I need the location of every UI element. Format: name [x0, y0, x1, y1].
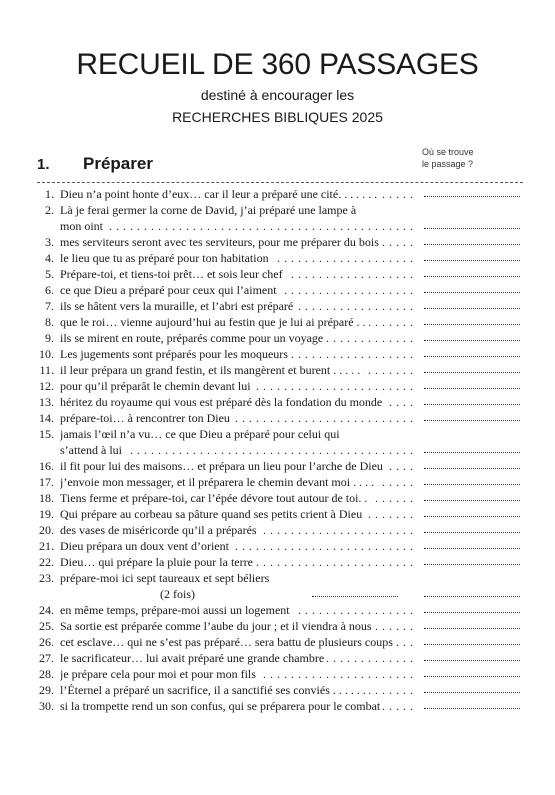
passage-text	[60, 330, 412, 346]
answer-line[interactable]	[424, 676, 520, 677]
passage-text	[60, 554, 412, 570]
passage-item	[0, 474, 555, 490]
passage-item	[0, 490, 555, 506]
passage-number: 11.	[39, 363, 54, 377]
answer-line[interactable]	[424, 292, 520, 293]
passage-text-line: il fit pour lui des maisons… et prépara un lieu pour l’arche de Dieu	[60, 459, 386, 473]
answer-line[interactable]	[424, 452, 520, 453]
passage-text-line: ils se mirent en route, préparés comme pour un voyage	[60, 331, 326, 345]
passage-text-line: Là je ferai germer la corne de David, j’ai préparé une lampe à	[60, 203, 359, 217]
passage-text-line: je prépare cela pour moi et pour mon fils	[60, 667, 259, 681]
passage-number: 12.	[39, 379, 54, 393]
answer-line[interactable]	[424, 548, 520, 549]
passage-text	[60, 378, 412, 394]
answer-line[interactable]	[424, 388, 520, 389]
answer-line[interactable]	[424, 644, 520, 645]
passage-text-line: jamais l’œil n’a vu… ce que Dieu a préparé pour celui qui	[60, 427, 343, 441]
answer-line[interactable]	[424, 516, 520, 517]
passage-text	[60, 570, 412, 586]
passage-text	[60, 426, 412, 442]
passage-text	[60, 666, 412, 682]
passage-item	[0, 602, 555, 618]
answer-line[interactable]	[424, 276, 520, 277]
passage-item	[0, 522, 555, 538]
passage-number: 19.	[39, 507, 54, 521]
answer-line[interactable]	[424, 500, 520, 501]
passage-number: 15.	[39, 427, 54, 441]
passage-item	[0, 618, 555, 634]
passage-text-line: prépare-toi… à rencontrer ton Dieu	[60, 411, 233, 425]
passage-text	[60, 698, 412, 714]
passage-text-line: Dieu n’a point honte d’eux… car il leur a préparé une cité. . . . . . .	[60, 187, 380, 201]
passage-item	[0, 426, 555, 458]
passage-number: 16.	[39, 459, 54, 473]
passage-item	[0, 570, 555, 602]
passage-item	[0, 554, 555, 570]
passage-number: 7.	[45, 299, 54, 313]
answer-line[interactable]	[424, 244, 520, 245]
passage-number: 28.	[39, 667, 54, 681]
passage-number: 9.	[45, 331, 54, 345]
answer-line[interactable]	[424, 340, 520, 341]
section-title: Préparer	[83, 154, 153, 173]
passage-number: 10.	[39, 347, 54, 361]
passage-number: 8.	[45, 315, 54, 329]
passage-text	[60, 410, 412, 426]
passage-text	[60, 266, 412, 282]
answer-line[interactable]	[424, 420, 520, 421]
passage-number: 13.	[39, 395, 54, 409]
answer-line[interactable]	[424, 532, 520, 533]
passage-text	[60, 490, 412, 506]
passage-text-line: Prépare-toi, et tiens-toi prêt… et sois leur chef	[60, 267, 286, 281]
passage-text-line: s’attend à lui	[60, 443, 125, 457]
passage-text-line: mon oint	[60, 219, 106, 233]
answer-line[interactable]	[424, 404, 520, 405]
passage-item	[0, 682, 555, 698]
passage-item	[0, 666, 555, 682]
passage-text-line: j’envoie mon messager, et il préparera le chemin devant moi . . . .	[60, 475, 377, 489]
passage-number: 24.	[39, 603, 54, 617]
passage-number: 18.	[39, 491, 54, 505]
passage-item	[0, 650, 555, 666]
passage-number: 20.	[39, 523, 54, 537]
passage-text-line: cet esclave… qui ne s’est pas préparé… sera battu de plusieurs coups	[60, 635, 396, 649]
passage-text-line: Sa sortie est préparée comme l’aube du jour ; et il viendra à nous	[60, 619, 375, 633]
passage-item	[0, 698, 555, 714]
passage-text-line: il leur prépara un grand festin, et ils mangèrent et burent . . . . .	[60, 363, 363, 377]
page-title: RECUEIL DE 360 PASSAGES	[76, 48, 479, 81]
passage-text	[60, 522, 412, 538]
passage-item	[0, 378, 555, 394]
answer-line[interactable]	[424, 596, 520, 597]
passage-item	[0, 330, 555, 346]
passage-text-line: ce que Dieu a préparé pour ceux qui l’aiment	[60, 283, 280, 297]
passage-item	[0, 506, 555, 522]
passage-text	[60, 538, 412, 554]
passage-text-line: Dieu… qui prépare la pluie pour la terre	[60, 555, 256, 569]
passage-text	[60, 346, 412, 362]
passage-text-line: prépare-moi ici sept taureaux et sept béliers	[60, 571, 272, 585]
answer-line[interactable]	[424, 196, 520, 197]
passage-text	[60, 314, 412, 330]
passage-number: 26.	[39, 635, 54, 649]
section-divider	[37, 182, 523, 183]
answer-line[interactable]	[424, 612, 520, 613]
passage-text-line: l’Éternel a préparé un sacrifice, il a sanctifié ses conviés . . . . . .	[60, 683, 369, 697]
passage-item	[0, 298, 555, 314]
answer-line[interactable]	[424, 468, 520, 469]
passage-text	[60, 298, 412, 314]
passage-number: 14.	[39, 411, 54, 425]
passage-number: 23.	[39, 571, 54, 585]
passage-text-line: Les jugements sont préparés pour les moqueurs	[60, 347, 291, 361]
answer-column-heading-line2: le passage ?	[422, 159, 474, 169]
passage-item	[0, 282, 555, 298]
answer-line[interactable]	[424, 484, 520, 485]
passage-text-line: Qui prépare au corbeau sa pâture quand ses petits crient à Dieu	[60, 507, 365, 521]
passage-item	[0, 202, 555, 234]
answer-line[interactable]	[424, 628, 520, 629]
passage-text-line: le sacrificateur… lui avait préparé une grande chambre	[60, 651, 327, 665]
passage-text	[60, 474, 412, 490]
passage-text	[60, 282, 412, 298]
passage-item	[0, 394, 555, 410]
passage-item	[0, 634, 555, 650]
page-subtitle: destiné à encourager les	[200, 87, 355, 103]
passage-text-line: héritez du royaume qui vous est préparé dès la fondation du monde	[60, 395, 385, 409]
page-subtitle-2: RECHERCHES BIBLIQUES 2025	[172, 109, 383, 125]
passage-text-line: le lieu que tu as préparé pour ton habitation	[60, 251, 272, 265]
passage-text	[60, 202, 412, 218]
answer-line[interactable]	[424, 308, 520, 309]
passage-text	[60, 458, 412, 474]
passage-text	[60, 234, 412, 250]
answer-line[interactable]	[424, 708, 520, 709]
passage-text-line: en même temps, prépare-moi aussi un logement	[60, 603, 293, 617]
passage-note: (2 fois)	[160, 587, 195, 601]
passage-text	[60, 618, 412, 634]
answer-line[interactable]	[424, 228, 520, 229]
answer-column-heading-line1: Où se trouve	[422, 147, 474, 157]
section-number: 1.	[37, 156, 50, 173]
passage-number: 5.	[45, 267, 54, 281]
answer-line[interactable]	[424, 356, 520, 357]
passage-text-line: si la trompette rend un son confus, qui se préparera pour le combat	[60, 699, 383, 713]
passage-item	[0, 538, 555, 554]
answer-column-heading	[422, 146, 474, 170]
passage-text	[60, 650, 412, 666]
answer-line[interactable]	[424, 372, 520, 373]
passage-item	[0, 346, 555, 362]
passage-text-line: mes serviteurs seront avec tes serviteurs, pour me préparer du bois	[60, 235, 382, 249]
passage-item	[0, 362, 555, 378]
passage-text-line: Dieu prépara un doux vent d’orient	[60, 539, 232, 553]
passage-item	[0, 186, 555, 202]
answer-line[interactable]	[424, 260, 520, 261]
passage-number: 22.	[39, 555, 54, 569]
passage-item	[0, 234, 555, 250]
passage-number: 1.	[45, 187, 54, 201]
passage-text	[60, 634, 412, 650]
passage-text	[60, 506, 412, 522]
passage-number: 27.	[39, 651, 54, 665]
passage-number: 21.	[39, 539, 54, 553]
passage-text-line: ils se hâtent vers la muraille, et l’abri est préparé	[60, 299, 296, 313]
passage-number: 17.	[39, 475, 54, 489]
answer-line[interactable]	[424, 324, 520, 325]
answer-line[interactable]	[424, 660, 520, 661]
answer-line[interactable]	[424, 692, 520, 693]
passage-text-line: Tiens ferme et prépare-toi, car l’épée dévore tout autour de toi. .	[60, 491, 370, 505]
passage-number: 3.	[45, 235, 54, 249]
passage-number: 6.	[45, 283, 54, 297]
passage-text	[60, 250, 412, 266]
note-answer-line[interactable]	[312, 596, 398, 597]
answer-line[interactable]	[424, 564, 520, 565]
passage-text	[60, 602, 412, 618]
passage-number: 25.	[39, 619, 54, 633]
passage-text	[60, 442, 412, 458]
passage-item	[0, 458, 555, 474]
passage-number: 2.	[45, 203, 54, 217]
passage-text	[60, 682, 412, 698]
passage-number: 4.	[45, 251, 54, 265]
passage-text	[60, 394, 412, 410]
passage-text	[60, 362, 412, 378]
passage-item	[0, 250, 555, 266]
passage-text-line: des vases de miséricorde qu’il a préparés	[60, 523, 260, 537]
passage-number: 29.	[39, 683, 54, 697]
passage-item	[0, 410, 555, 426]
passage-item	[0, 266, 555, 282]
passage-text-line: que le roi… vienne aujourd’hui au festin que je lui ai préparé . .	[60, 315, 369, 329]
passage-text-line: pour qu’il préparât le chemin devant lui	[60, 379, 254, 393]
passage-item	[0, 314, 555, 330]
passage-text	[60, 218, 412, 234]
passage-text	[60, 186, 412, 202]
passage-number: 30.	[39, 699, 54, 713]
